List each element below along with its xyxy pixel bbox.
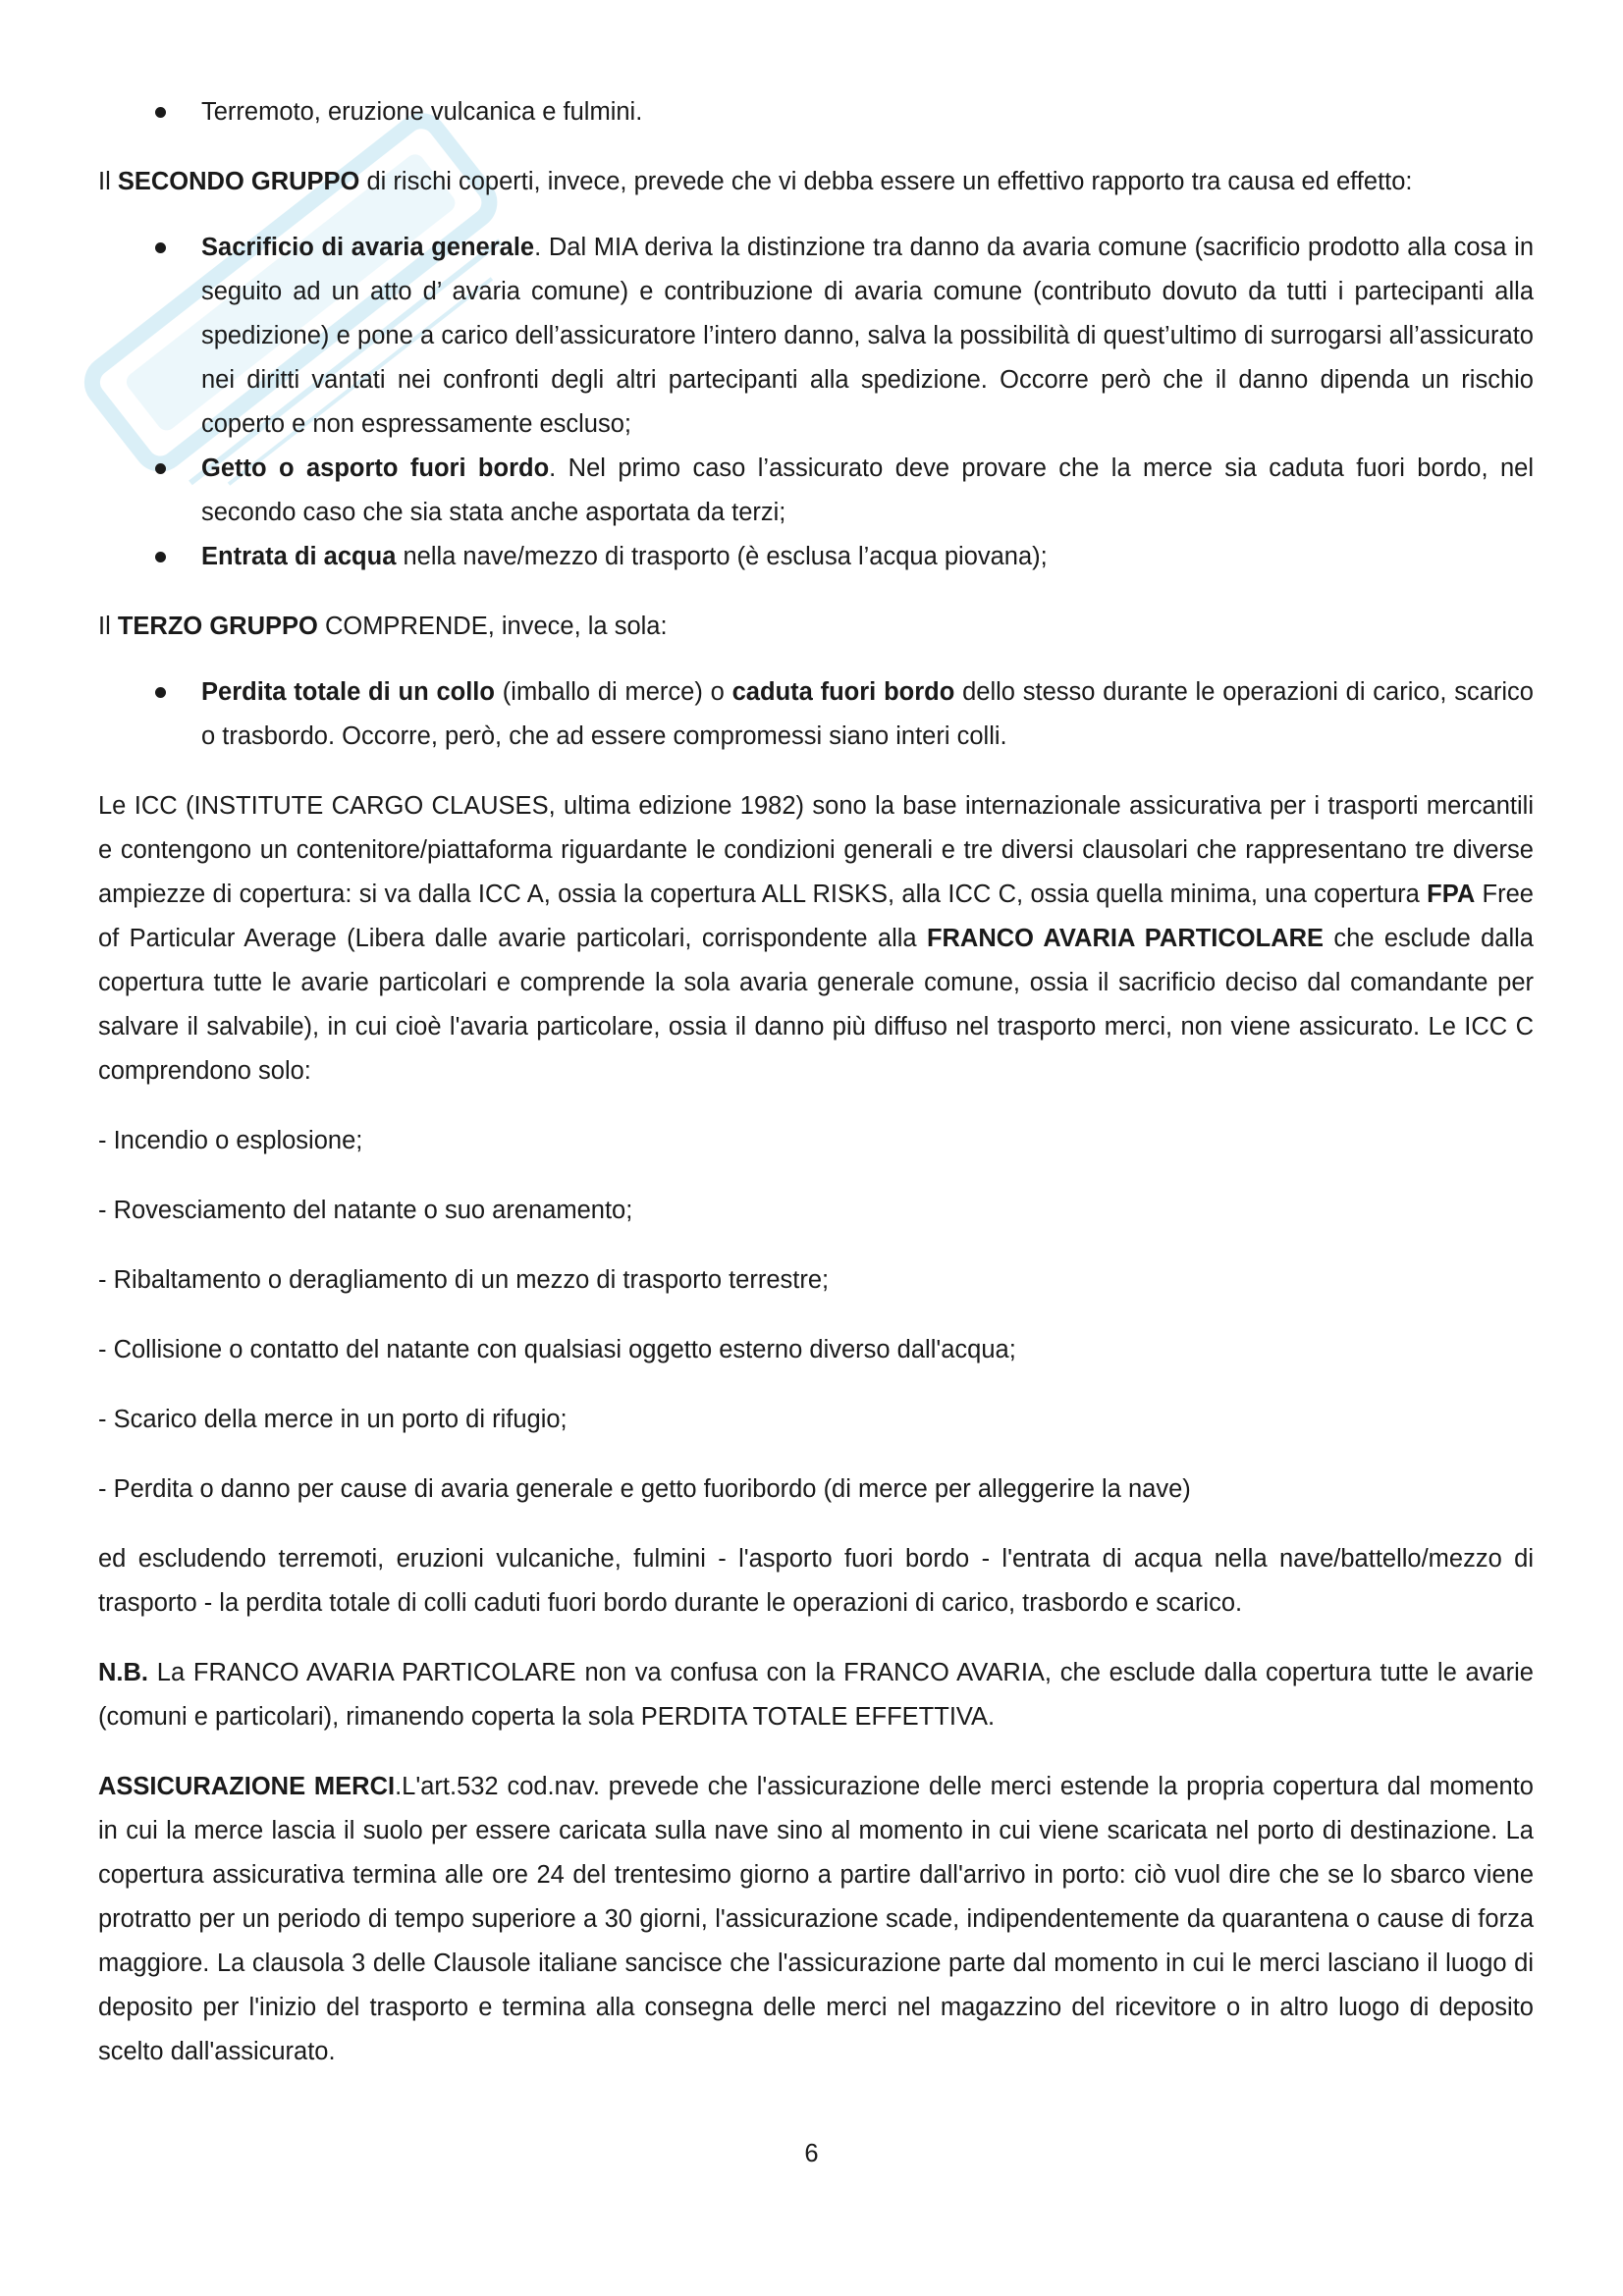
list-item-text: Terremoto, eruzione vulcanica e fulmini. bbox=[201, 98, 643, 126]
group-heading: SECONDO GRUPPO bbox=[117, 168, 360, 195]
item-text: . Dal MIA deriva la distinzione tra danno da avaria comune (sacrificio prodotto alla cosa in seguito ad un atto d’ avaria comune) e contribuzione di avaria comune (contributo dovuto da tutti i partecipanti alla spedizione) e pone a carico dell’assicuratore l’intero danno, salva la possibilità di quest’ultimo di surrogarsi all’assicurato nei diritti vantati nei confronti degli altri partecipanti alla spedizione. Occorre però che il danno dipenda un rischio coperto e non espressamente escluso; bbox=[201, 234, 1534, 438]
first-group-tail-list bbox=[98, 90, 1534, 134]
paragraph-text: che esclude dalla copertura tutte le avarie particolari e comprende la sola avaria generale comune, ossia il sacrificio deciso dal comandante per salvare il salvabile), in cui cioè l'avaria particolare, ossia il danno più diffuso nel trasporto merci, non viene assicurato. Le ICC C comprendono solo: bbox=[98, 925, 1534, 1085]
document-page bbox=[98, 90, 1534, 2074]
list-item bbox=[98, 670, 1534, 759]
section-heading: ASSICURAZIONE MERCI bbox=[98, 1773, 396, 1800]
third-group-intro bbox=[98, 605, 1534, 649]
icc-paragraph bbox=[98, 784, 1534, 1094]
list-item: - Ribaltamento o deragliamento di un mezzo di trasporto terrestre; bbox=[98, 1266, 830, 1294]
list-item bbox=[98, 226, 1534, 447]
page-number: 6 bbox=[804, 2140, 819, 2167]
item-text: nella nave/mezzo di trasporto (è esclusa l’acqua piovana); bbox=[396, 543, 1048, 570]
item-term: Getto o asporto fuori bordo bbox=[201, 454, 550, 482]
item-text: (imballo di merce) o bbox=[494, 678, 732, 706]
list-item: - Incendio o esplosione; bbox=[98, 1127, 363, 1154]
list-item bbox=[98, 535, 1534, 579]
intro-text: Il bbox=[98, 168, 118, 195]
intro-text: COMPRENDE, invece, la sola: bbox=[317, 613, 668, 640]
paragraph-text: La FRANCO AVARIA PARTICOLARE non va confusa con la FRANCO AVARIA, che esclude dalla copertura tutte le avarie (comuni e particolari), rimanendo coperta la sola PERDITA TOTALE EFFETTIVA. bbox=[98, 1659, 1534, 1731]
list-item bbox=[98, 447, 1534, 535]
nb-paragraph bbox=[98, 1651, 1534, 1739]
item-term: Sacrificio di avaria generale bbox=[201, 234, 535, 261]
item-text: . Nel primo caso l’assicurato deve provare che la merce sia caduta fuori bordo, nel secondo caso che sia stata anche asportata da terzi; bbox=[201, 454, 1535, 526]
list-item: - Rovesciamento del natante o suo arenamento; bbox=[98, 1197, 633, 1224]
bullet-icon bbox=[155, 242, 166, 253]
bullet-icon bbox=[155, 107, 166, 118]
bullet-icon bbox=[155, 687, 166, 698]
emphasis-text: FPA bbox=[1427, 881, 1476, 908]
group-heading: TERZO GRUPPO bbox=[117, 613, 318, 640]
emphasis-text: FRANCO AVARIA PARTICOLARE bbox=[926, 925, 1325, 952]
item-term: Entrata di acqua bbox=[201, 543, 397, 570]
excluding-paragraph: ed escludendo terremoti, eruzioni vulcaniche, fulmini - l'asporto fuori bordo - l'entrata di acqua nella nave/battello/mezzo di trasporto - la perdita totale di colli caduti fuori bordo durante le operazioni di carico, trasbordo e scarico. bbox=[98, 1545, 1534, 1617]
item-term: Perdita totale di un collo bbox=[201, 678, 495, 706]
icc-c-list bbox=[98, 1119, 1534, 1512]
third-group-list bbox=[98, 670, 1534, 759]
paragraph-text: Free of Particular Average (Libera dalle avarie particolari, corrispondente alla bbox=[98, 881, 1534, 952]
list-item: - Scarico della merce in un porto di rifugio; bbox=[98, 1406, 568, 1433]
intro-text: Il bbox=[98, 613, 118, 640]
paragraph-text: Le ICC (INSTITUTE CARGO CLAUSES, ultima edizione 1982) sono la base internazionale assicurativa per i trasporti mercantili e contengono un contenitore/piattaforma riguardante le condizioni generali e tre diversi clausolari che rappresentano tre diverse ampiezze di copertura: si va dalla ICC A, ossia la copertura ALL RISKS, alla ICC C, ossia quella minima, una copertura bbox=[98, 792, 1534, 908]
list-item bbox=[98, 90, 1534, 134]
intro-text: di rischi coperti, invece, prevede che vi debba essere un effettivo rapporto tra causa ed effetto: bbox=[359, 168, 1413, 195]
second-group-list bbox=[98, 226, 1534, 579]
item-text: dello stesso durante le operazioni di carico, scarico o trasbordo. Occorre, però, che ad essere compromessi siano interi colli. bbox=[201, 678, 1534, 750]
bullet-icon bbox=[155, 463, 166, 474]
list-item: - Perdita o danno per cause di avaria generale e getto fuoribordo (di merce per alleggerire la nave) bbox=[98, 1475, 1191, 1503]
assicurazione-paragraph bbox=[98, 1765, 1534, 2074]
item-term: caduta fuori bordo bbox=[731, 678, 955, 706]
paragraph-text: .L'art.532 cod.nav. prevede che l'assicurazione delle merci estende la propria copertura dal momento in cui la merce lascia il suolo per essere caricata sulla nave sino al momento in cui viene scaricata nel porto di destinazione. La copertura assicurativa termina alle ore 24 del trentesimo giorno a partire dall'arrivo in porto: ciò vuol dire che se lo sbarco viene protratto per un periodo di tempo superiore a 30 giorni, l'assicurazione scade, indipendentemente da quarantena o cause di forza maggiore. La clausola 3 delle Clausole italiane sancisce che l'assicurazione parte dal momento in cui le merci lasciano il luogo di deposito per l'inizio del trasporto e termina alla consegna delle merci nel magazzino del ricevitore o in altro luogo di deposito scelto dall'assicurato. bbox=[98, 1773, 1534, 2065]
note-label: N.B. bbox=[98, 1659, 148, 1686]
bullet-icon bbox=[155, 552, 166, 562]
list-item: - Collisione o contatto del natante con qualsiasi oggetto esterno diverso dall'acqua; bbox=[98, 1336, 1016, 1363]
second-group-intro bbox=[98, 160, 1534, 204]
